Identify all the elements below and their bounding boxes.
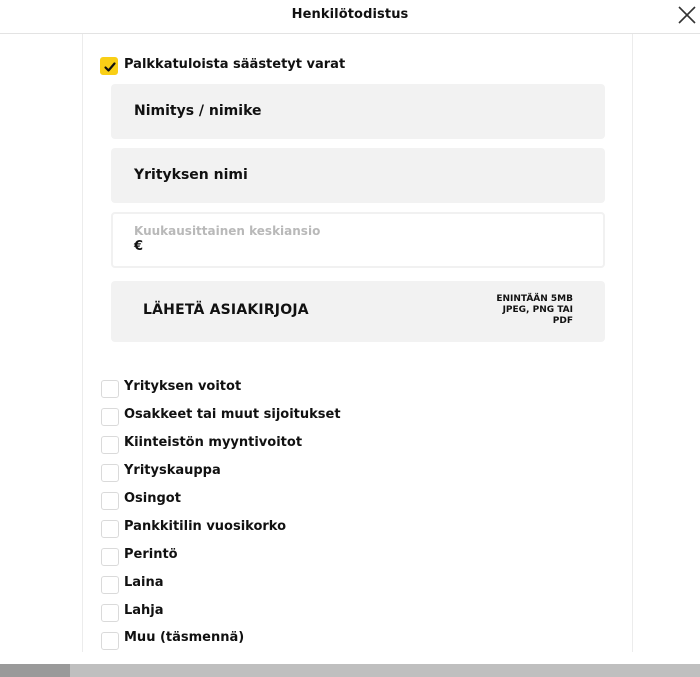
source-checkbox-property-gains[interactable] xyxy=(101,436,119,454)
source-label-business-profits[interactable]: Yrityksen voitot xyxy=(124,379,242,394)
source-checkbox-bank-interest[interactable] xyxy=(101,520,119,538)
source-checkbox-inheritance[interactable] xyxy=(101,548,119,566)
source-label-shares[interactable]: Osakkeet tai muut sijoitukset xyxy=(124,407,341,422)
job-title-field-label: Nimitys / nimike xyxy=(134,103,262,119)
monthly-income-placeholder: Kuukausittainen keskiansio xyxy=(134,224,321,238)
source-checkbox-business-profits[interactable] xyxy=(101,380,119,398)
salary-savings-checkbox[interactable] xyxy=(100,57,118,75)
source-label-other[interactable]: Muu (täsmennä) xyxy=(124,630,245,645)
close-icon[interactable] xyxy=(676,4,698,26)
source-label-gift[interactable]: Lahja xyxy=(124,603,164,618)
source-label-dividends[interactable]: Osingot xyxy=(124,491,181,506)
currency-prefix: € xyxy=(134,239,144,254)
bottom-bar xyxy=(0,664,700,677)
source-checkbox-business-sale[interactable] xyxy=(101,464,119,482)
source-checkbox-other[interactable] xyxy=(101,632,119,650)
modal-title: Henkilötodistus xyxy=(291,7,409,22)
source-label-business-sale[interactable]: Yrityskauppa xyxy=(124,463,221,478)
company-name-field-label: Yrityksen nimi xyxy=(134,167,248,183)
source-checkbox-shares[interactable] xyxy=(101,408,119,426)
checkmark-icon xyxy=(103,60,117,74)
upload-hint-size: ENINTÄÄN 5MB xyxy=(496,294,573,304)
modal-header xyxy=(0,0,700,34)
monthly-income-field[interactable] xyxy=(111,212,605,268)
bottom-bar-segment xyxy=(0,664,70,677)
source-checkbox-loan[interactable] xyxy=(101,576,119,594)
upload-hint-formats: JPEG, PNG TAI xyxy=(502,305,573,315)
source-label-property-gains[interactable]: Kiinteistön myyntivoitot xyxy=(124,435,303,450)
upload-hint xyxy=(483,294,573,327)
company-name-field[interactable] xyxy=(111,148,605,203)
upload-documents-label: LÄHETÄ ASIAKIRJOJA xyxy=(143,302,309,318)
close-button[interactable] xyxy=(676,4,698,26)
salary-savings-label[interactable]: Palkkatuloista säästetyt varat xyxy=(124,57,346,72)
job-title-field[interactable] xyxy=(111,84,605,139)
upload-documents-button[interactable] xyxy=(111,281,605,342)
source-label-inheritance[interactable]: Perintö xyxy=(124,547,178,562)
source-checkbox-gift[interactable] xyxy=(101,604,119,622)
source-label-loan[interactable]: Laina xyxy=(124,575,164,590)
upload-hint-formats-2: PDF xyxy=(552,316,573,326)
source-label-bank-interest[interactable]: Pankkitilin vuosikorko xyxy=(124,519,287,534)
source-checkbox-dividends[interactable] xyxy=(101,492,119,510)
